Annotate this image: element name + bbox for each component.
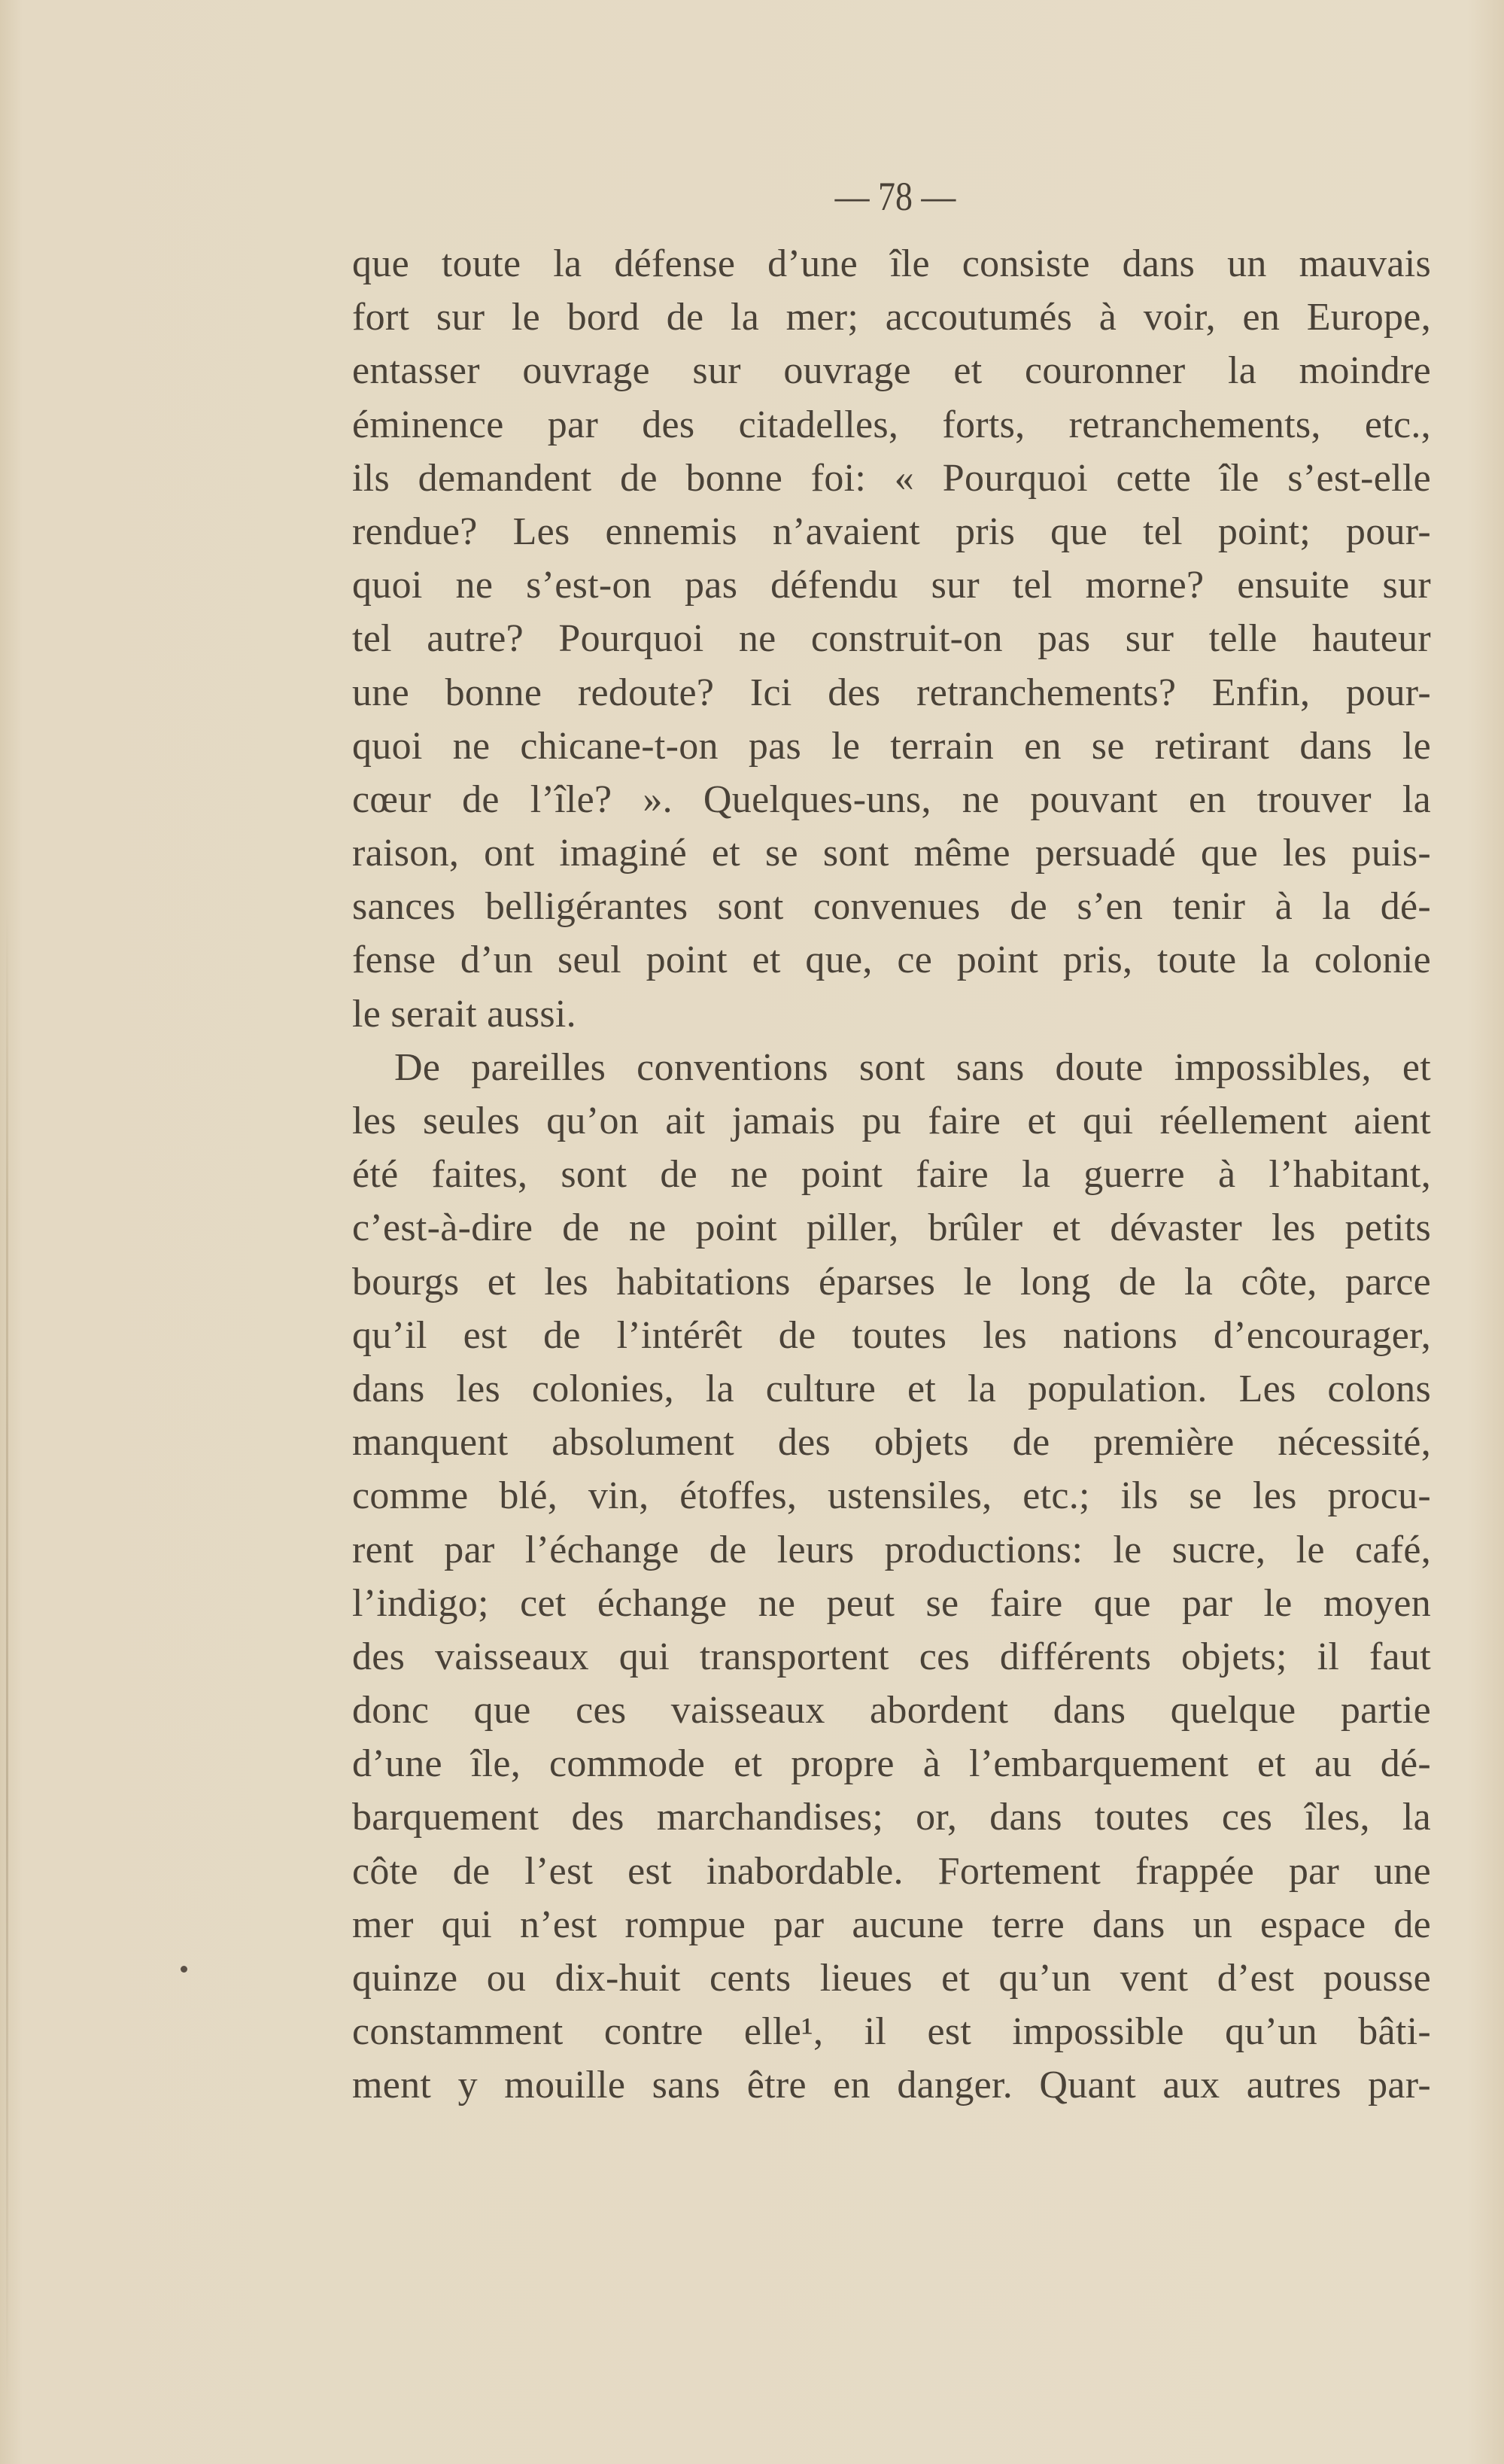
text-line: l’indigo; cet échange ne peut se faire que par le moyen xyxy=(352,1581,1431,1625)
ink-spot xyxy=(181,1966,187,1973)
text-line: qu’il est de l’intérêt de toutes les nations d’encourager, xyxy=(352,1313,1431,1357)
text-line: des vaisseaux qui transportent ces différents objets; il faut xyxy=(352,1635,1431,1678)
text-line: éminence par des citadelles, forts, retranchements, etc., xyxy=(352,403,1431,446)
text-line: rent par l’échange de leurs productions: le sucre, le café, xyxy=(352,1528,1431,1571)
text-line: c’est-à-dire de ne point piller, brûler et dévaster les petits xyxy=(352,1206,1431,1250)
text-line: ils demandent de bonne foi: « Pourquoi cette île s’est-elle xyxy=(352,456,1431,500)
text-line: De pareilles conventions sont sans doute impossibles, et xyxy=(394,1045,1431,1089)
text-line: quoi ne chicane-t-on pas le terrain en se retirant dans le xyxy=(352,724,1431,768)
text-line: cœur de l’île? ». Quelques-uns, ne pouvant en trouver la xyxy=(352,777,1431,821)
text-line: tel autre? Pourquoi ne construit-on pas sur telle hauteur xyxy=(352,617,1431,661)
text-line: ment y mouille sans être en danger. Quant aux autres par- xyxy=(352,2064,1431,2107)
text-line: mer qui n’est rompue par aucune terre dans un espace de xyxy=(352,1903,1431,1946)
text-line: côte de l’est est inabordable. Fortement frappée par une xyxy=(352,1849,1431,1893)
text-line: été faites, sont de ne point faire la guerre à l’habitant, xyxy=(352,1153,1431,1197)
text-line: bourgs et les habitations éparses le long de la côte, parce xyxy=(352,1260,1431,1303)
text-line: d’une île, commode et propre à l’embarquement et au dé- xyxy=(352,1742,1431,1786)
text-line: rendue? Les ennemis n’avaient pris que tel point; pour- xyxy=(352,510,1431,553)
text-line: constamment contre elle¹, il est impossible qu’un bâti- xyxy=(352,2010,1431,2054)
text-line: le serait aussi. xyxy=(352,992,576,1036)
text-line: quinze ou dix-huit cents lieues et qu’un vent d’est pousse xyxy=(352,1957,1431,2000)
text-line: raison, ont imaginé et se sont même persuadé que les puis- xyxy=(352,832,1431,875)
text-line: quoi ne s’est-on pas défendu sur tel morne? ensuite sur xyxy=(352,564,1431,607)
text-line: sances belligérantes sont convenues de s’en tenir à la dé- xyxy=(352,885,1431,929)
body-text xyxy=(352,237,1431,2113)
text-line: que toute la défense d’une île consiste dans un mauvais xyxy=(352,242,1431,285)
text-line: une bonne redoute? Ici des retranchements? Enfin, pour- xyxy=(352,671,1431,714)
text-line: fense d’un seul point et que, ce point pris, toute la colonie xyxy=(352,938,1431,982)
text-line: manquent absolument des objets de première nécessité, xyxy=(352,1421,1431,1465)
text-line: entasser ouvrage sur ouvrage et couronner la moindre xyxy=(352,349,1431,393)
page-number: — 78 — xyxy=(834,174,956,219)
text-line: les seules qu’on ait jamais pu faire et qui réellement aient xyxy=(352,1100,1431,1142)
text-line: barquement des marchandises; or, dans toutes ces îles, la xyxy=(352,1796,1431,1839)
text-line: dans les colonies, la culture et la population. Les colons xyxy=(352,1367,1431,1410)
text-line: donc que ces vaisseaux abordent dans quelque partie xyxy=(352,1689,1431,1732)
page-edge-shadow xyxy=(6,903,8,2408)
text-line: fort sur le bord de la mer; accoutumés à voir, en Europe, xyxy=(352,296,1431,339)
text-line: comme blé, vin, étoffes, ustensiles, etc.; ils se les procu- xyxy=(352,1474,1431,1518)
